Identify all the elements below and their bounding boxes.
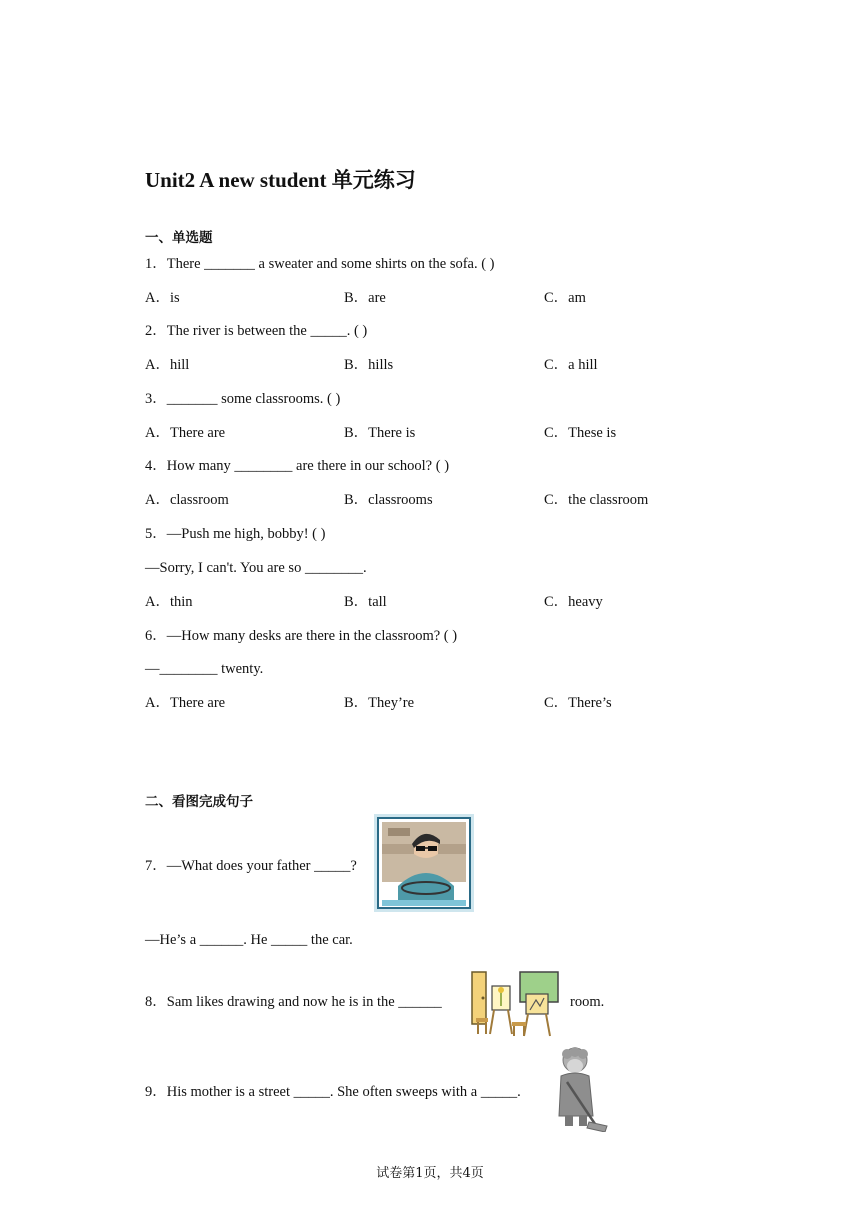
question-8-text-after: room. xyxy=(570,994,605,1010)
question-6-reply: —________ twenty. xyxy=(145,661,264,677)
question-1-option-b: B．are xyxy=(344,290,386,306)
question-6-option-c: C．There’s xyxy=(544,695,612,711)
question-7-line1: 7．—What does your father _____? xyxy=(145,858,357,874)
page-footer: 试卷第1页，共4页 xyxy=(376,1166,484,1181)
question-2-option-b: B．hills xyxy=(344,357,394,373)
question-7-line2: —He’s a ______. He _____ the car. xyxy=(145,932,353,948)
question-2-stem: 2．The river is between the _____. ( ) xyxy=(145,323,368,339)
driver-picture xyxy=(374,814,474,912)
question-8-text-before: 8．Sam likes drawing and now he is in the ______ xyxy=(145,994,442,1010)
question-6-option-b: B．They’re xyxy=(344,695,415,711)
question-6-stem: 6．—How many desks are there in the classroom? ( ) xyxy=(145,628,458,644)
question-4-option-c: C．the classroom xyxy=(544,492,649,508)
question-4-option-a: A．classroom xyxy=(145,492,229,508)
question-5-option-c: C．heavy xyxy=(544,594,603,610)
question-1-option-a: A．is xyxy=(145,290,180,306)
question-4-option-b: B．classrooms xyxy=(344,492,433,508)
question-5-reply: —Sorry, I can't. You are so ________. xyxy=(145,560,367,576)
question-2-option-c: C．a hill xyxy=(544,357,598,373)
question-5-stem: 5．—Push me high, bobby! ( ) xyxy=(145,526,326,542)
question-1-option-c: C．am xyxy=(544,290,586,306)
page-title: Unit2 A new student 单元练习 xyxy=(145,168,416,192)
question-3-option-c: C．These is xyxy=(544,425,617,441)
question-3-option-b: B．There is xyxy=(344,425,416,441)
question-3-stem: 3．_______ some classrooms. ( ) xyxy=(145,391,341,407)
art-room-picture xyxy=(470,968,560,1038)
question-3-option-a: A．There are xyxy=(145,425,226,441)
question-1-stem: 1．There _______ a sweater and some shirts on the sofa. ( ) xyxy=(145,256,495,272)
question-5-option-b: B．tall xyxy=(344,594,387,610)
question-9-line: 9．His mother is a street _____. She often sweeps with a _____. xyxy=(145,1084,521,1100)
section-heading-picture-sentences: 二、看图完成句子 xyxy=(145,794,253,810)
question-2-option-a: A．hill xyxy=(145,357,190,373)
question-4-stem: 4．How many ________ are there in our school? ( ) xyxy=(145,458,450,474)
section-heading-single-choice: 一、单选题 xyxy=(145,230,213,246)
street-cleaner-picture xyxy=(545,1046,615,1132)
question-6-option-a: A．There are xyxy=(145,695,226,711)
question-5-option-a: A．thin xyxy=(145,594,193,610)
